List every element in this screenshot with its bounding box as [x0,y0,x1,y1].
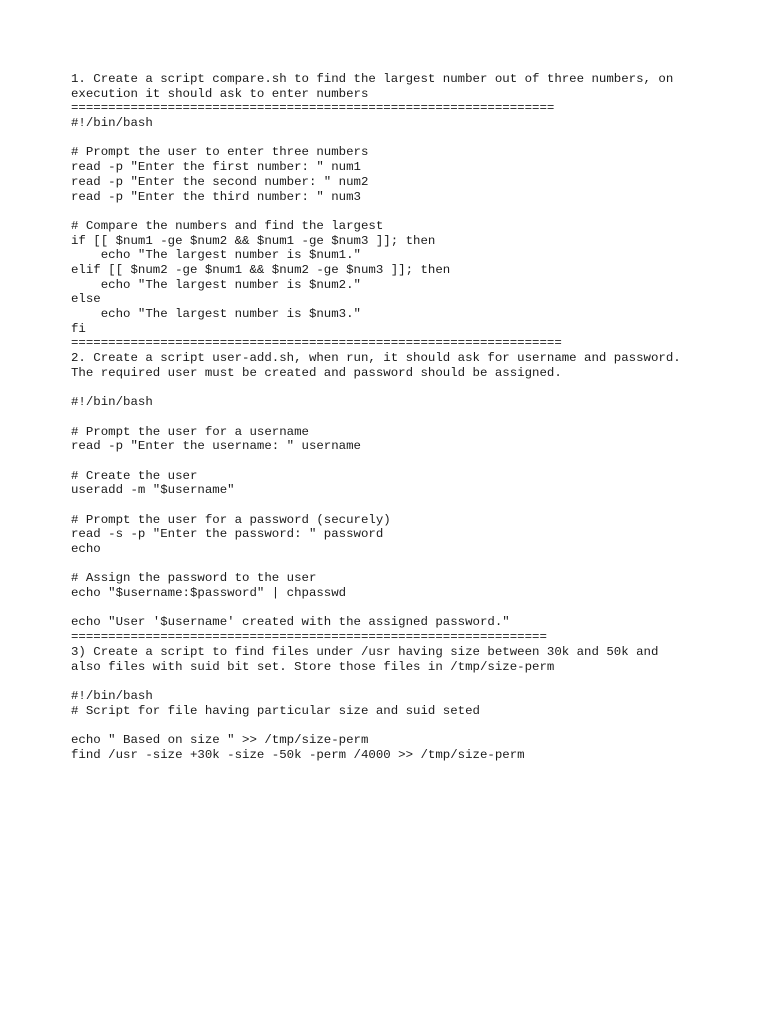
document-line: #!/bin/bash [71,688,153,703]
document-line: #!/bin/bash [71,395,153,410]
document-line: echo "User '$username' created with the assigned password." [71,615,510,630]
document-line: The required user must be created and password should be assigned. [71,365,562,380]
document-line: echo "The largest number is $num1." [71,248,361,263]
document-line [71,557,731,572]
document-line: read -p "Enter the third number: " num3 [71,189,361,204]
document-line [71,674,731,689]
document-line: elif [[ $num2 -ge $num1 && $num2 -ge $num3 ]]; then [71,262,451,277]
document-line: # Assign the password to the user [71,571,317,586]
document-line [71,498,731,513]
document-line: fi [71,321,86,336]
document-line: read -s -p "Enter the password: " password [71,527,384,542]
document-line [71,204,731,219]
document-line: execution it should ask to enter numbers [71,86,369,101]
document-line: also files with suid bit set. Store those files in /tmp/size-perm [71,659,555,674]
document-line [71,380,731,395]
document-line: echo "The largest number is $num3." [71,307,361,321]
document-line: ================================================================ [71,630,547,645]
document-line: # Prompt the user to enter three numbers [71,145,369,160]
document-line [71,131,731,146]
document-line [71,601,731,616]
document-body [71,72,731,762]
document-line: # Compare the numbers and find the largest [71,218,384,233]
document-line: read -p "Enter the second number: " num2 [71,174,369,189]
document-line: #!/bin/bash [71,116,153,131]
document-line: # Prompt the user for a password (securely) [71,512,391,527]
document-line: 3) Create a script to find files under /usr having size between 30k and 50k and [71,644,659,659]
document-line: echo [71,542,101,556]
document-line [71,718,731,733]
document-line: 2. Create a script user-add.sh, when run, it should ask for username and password. [71,351,681,366]
document-line: 1. Create a script compare.sh to find the largest number out of three numbers, on [71,72,674,86]
document-line [71,454,731,469]
document-line: echo "The largest number is $num2." [71,277,361,292]
document-line: else [71,292,101,307]
document-line: find /usr -size +30k -size -50k -perm /4000 >> /tmp/size-perm [71,747,525,762]
document-line: ================================================================== [71,336,562,351]
document-line: echo " Based on size " >> /tmp/size-perm [71,732,369,747]
document-line: read -p "Enter the first number: " num1 [71,160,361,175]
document-line: # Script for file having particular size and suid seted [71,703,480,718]
document-line: ================================================================= [71,101,555,116]
document-line: echo "$username:$password" | chpasswd [71,586,347,601]
document-line: # Create the user [71,468,198,483]
document-line: read -p "Enter the username: " username [71,439,361,454]
document-line: useradd -m "$username" [71,483,235,498]
document-line: if [[ $num1 -ge $num2 && $num1 -ge $num3 ]]; then [71,233,436,248]
document-line: # Prompt the user for a username [71,424,309,439]
document-line [71,410,731,425]
